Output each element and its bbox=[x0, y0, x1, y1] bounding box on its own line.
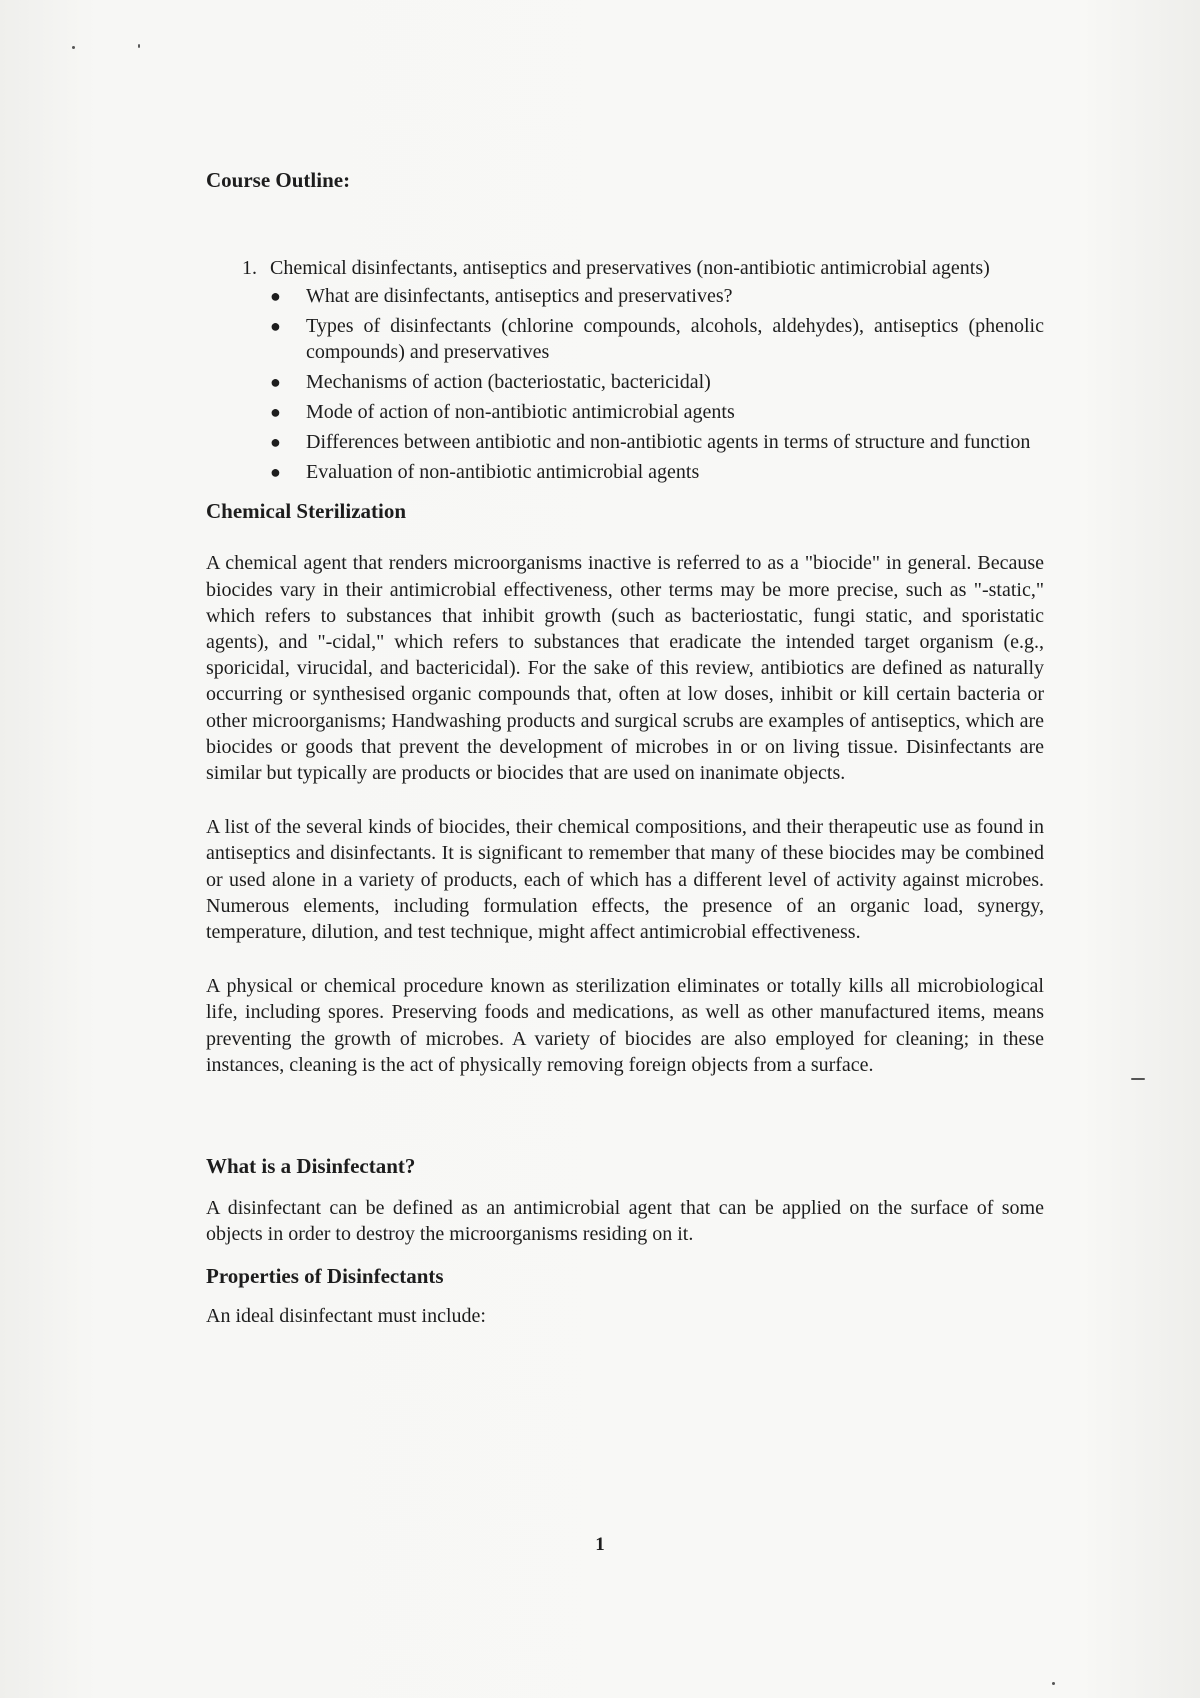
scan-speck bbox=[1131, 1078, 1145, 1080]
bullet-icon: ● bbox=[270, 432, 281, 453]
bullet-icon: ● bbox=[270, 316, 281, 337]
scan-speck bbox=[138, 44, 140, 48]
section-spacer bbox=[206, 1106, 1044, 1154]
outline-bullet-text: Differences between antibiotic and non-antibiotic agents in terms of structure and function bbox=[306, 431, 1031, 454]
scan-speck bbox=[1052, 1682, 1055, 1685]
bullet-icon: ● bbox=[270, 286, 281, 307]
sterilization-paragraph-1: A chemical agent that renders microorganisms inactive is referred to as a "biocide" in general. Because biocides vary in their antimicrobial effectiveness, other terms may be more precise, such as "-static," which refers to substances that inhibit growth (such as bacteriostatic, fungi static, and sporistatic agents), and "-cidal," which refers to substances that eradicate the intended target organism (e.g., sporicidal, virucidal, and bactericidal). For the sake of this review, antibiotics are defined as naturally occurring or synthesised organic compounds that, often at low doses, inhibit or kill certain bacteria or other microorganisms; Handwashing products and surgical scrubs are examples of antiseptics, which are biocides or goods that prevent the development of microbes in or on living tissue. Disinfectants are similar but typically are products or biocides that are used on inanimate objects. bbox=[206, 552, 1044, 784]
bullet-icon: ● bbox=[270, 402, 281, 423]
outline-bullet-item bbox=[270, 459, 1044, 485]
properties-heading: Properties of Disinfectants bbox=[206, 1263, 444, 1288]
outline-bullet-item bbox=[270, 313, 1044, 365]
outline-bullet-text: Evaluation of non-antibiotic antimicrobial agents bbox=[306, 461, 700, 484]
outline-bullet-text: What are disinfectants, antiseptics and preservatives? bbox=[306, 285, 733, 308]
sterilization-paragraph-2: A list of the several kinds of biocides, their chemical compositions, and their therapeutic use as found in antiseptics and disinfectants. It is significant to remember that many of these biocides may be combined or used alone in a variety of products, each of which has a different level of activity against microbes. Numerous elements, including formulation effects, the presence of an organic load, synergy, temperature, dilution, and test technique, might affect antimicrobial effectiveness. bbox=[206, 816, 1044, 944]
bullet-icon: ● bbox=[270, 462, 281, 483]
outline-item-number: 1. bbox=[242, 257, 257, 280]
outline-sub-list bbox=[270, 283, 1044, 485]
properties-intro: An ideal disinfectant must include: bbox=[206, 1304, 486, 1327]
outline-bullet-text: Mode of action of non-antibiotic antimicrobial agents bbox=[306, 401, 735, 424]
outline-bullet-item bbox=[270, 429, 1044, 455]
outline-bullet-item bbox=[270, 283, 1044, 309]
sterilization-paragraph-3: A physical or chemical procedure known as sterilization eliminates or totally kills all microbiological life, including spores. Preserving foods and medications, as well as other manufactured items, means preventing the growth of microbes. A variety of biocides are also employed for cleaning; in these instances, cleaning is the act of physically removing foreign objects from a surface. bbox=[206, 975, 1044, 1076]
disinfectant-paragraph: A disinfectant can be defined as an antimicrobial agent that can be applied on the surface of some objects in order to destroy the microorganisms residing on it. bbox=[206, 1197, 1044, 1246]
course-outline-heading: Course Outline: bbox=[206, 168, 351, 192]
disinfectant-heading: What is a Disinfectant? bbox=[206, 1154, 416, 1179]
course-outline-list bbox=[206, 255, 1044, 485]
outline-item-text: Chemical disinfectants, antiseptics and preservatives (non-antibiotic antimicrobial agents) bbox=[270, 257, 990, 280]
outline-bullet-text: Types of disinfectants (chlorine compounds, alcohols, aldehydes), antiseptics (phenolic compounds) and preservatives bbox=[306, 315, 1044, 364]
outline-bullet-text: Mechanisms of action (bacteriostatic, bactericidal) bbox=[306, 371, 711, 394]
bullet-icon: ● bbox=[270, 372, 281, 393]
page-content bbox=[206, 168, 1044, 1357]
scan-speck bbox=[72, 46, 75, 49]
outline-bullet-item bbox=[270, 399, 1044, 425]
chemical-sterilization-heading: Chemical Sterilization bbox=[206, 499, 407, 524]
outline-item bbox=[206, 255, 1044, 485]
outline-bullet-item bbox=[270, 369, 1044, 395]
page-number: 1 bbox=[595, 1534, 605, 1555]
